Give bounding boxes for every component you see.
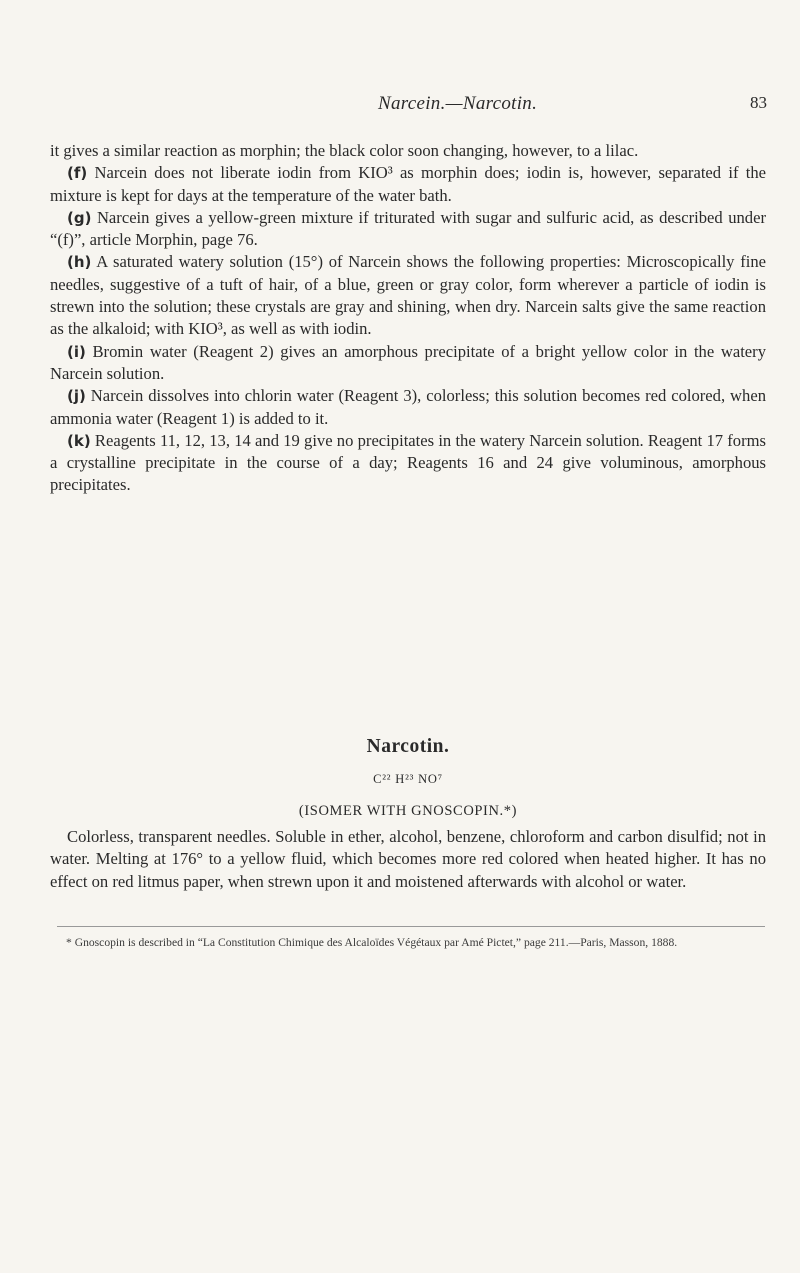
- paragraph-label: (g): [67, 208, 92, 227]
- narcein-body-text: [50, 140, 766, 497]
- paragraph-label: (i): [67, 342, 86, 361]
- chemical-formula: C²² H²³ NO⁷: [373, 772, 443, 786]
- footnote-divider: [57, 926, 765, 927]
- narcotin-body-text: [50, 826, 766, 893]
- paragraph-h: [50, 251, 766, 340]
- paragraph-label: (j): [67, 387, 86, 406]
- narcotin-section-heading: [50, 734, 766, 822]
- section-paragraph: Colorless, transparent needles. Soluble in ether, alcohol, benzene, chloroform and carbon disulfid; not in water. Melting at 176° to a yellow fluid, which becomes more red colored when heated higher. It has no effect on red litmus paper, when strewn upon it and moistened afterwards with alcohol or water.: [50, 827, 766, 891]
- page-number: 83: [750, 93, 767, 112]
- paragraph-k: [50, 430, 766, 497]
- paragraph-text: Reagents 11, 12, 13, 14 and 19 give no precipitates in the watery Narcein solution. Reagent 17 forms a crystalline precipitate in the course of a day; Reagents 16 and 24 give voluminous, amorphous precipitates.: [50, 430, 766, 495]
- paragraph-label: (h): [67, 253, 92, 272]
- paragraph-text: it gives a similar reaction as morphin; the black color soon changing, however, to a lilac.: [50, 141, 639, 160]
- paragraph-g: [50, 207, 766, 252]
- paragraph-continuation: [50, 140, 766, 162]
- paragraph-label: (f): [67, 164, 88, 183]
- running-head: [0, 93, 800, 117]
- section-title: Narcotin.: [366, 736, 450, 757]
- paragraph-text: A saturated watery solution (15°) of Narcein shows the following properties: Microscopically fine needles, suggestive of a tuft of hair, of a blue, green or gray color, form wherever a particle of iodin is strewn into the solution; these crystals are gray and shining, when dry. Narcein salts give the same reaction as the alkaloid; with KIO³, as well as with iodin.: [50, 252, 766, 339]
- paragraph-j: [50, 385, 766, 430]
- paragraph-f: [50, 162, 766, 207]
- paragraph-label: (k): [67, 431, 91, 450]
- running-title: Narcein.—Narcotin.: [378, 93, 538, 114]
- footnote: * Gnoscopin is described in “La Constitution Chimique des Alcaloïdes Végétaux par Amé Pictet,” page 211.—Paris, Masson, 1888.: [66, 936, 678, 949]
- section-subtitle: (ISOMER WITH GNOSCOPIN.*): [298, 803, 518, 819]
- paragraph-text: Narcein gives a yellow-green mixture if triturated with sugar and sulfuric acid, as described under “(f)”, article Morphin, page 76.: [50, 207, 766, 250]
- paragraph-text: Bromin water (Reagent 2) gives an amorphous precipitate of a bright yellow color in the watery Narcein solution.: [50, 341, 766, 383]
- paragraph-text: Narcein dissolves into chlorin water (Reagent 3), colorless; this solution becomes red colored, when ammonia water (Reagent 1) is added to it.: [50, 386, 766, 428]
- paragraph-text: Narcein does not liberate iodin from KIO³ as morphin does; iodin is, however, separated if the mixture is kept for days at the temperature of the water bath.: [50, 163, 766, 205]
- paragraph-i: [50, 341, 766, 386]
